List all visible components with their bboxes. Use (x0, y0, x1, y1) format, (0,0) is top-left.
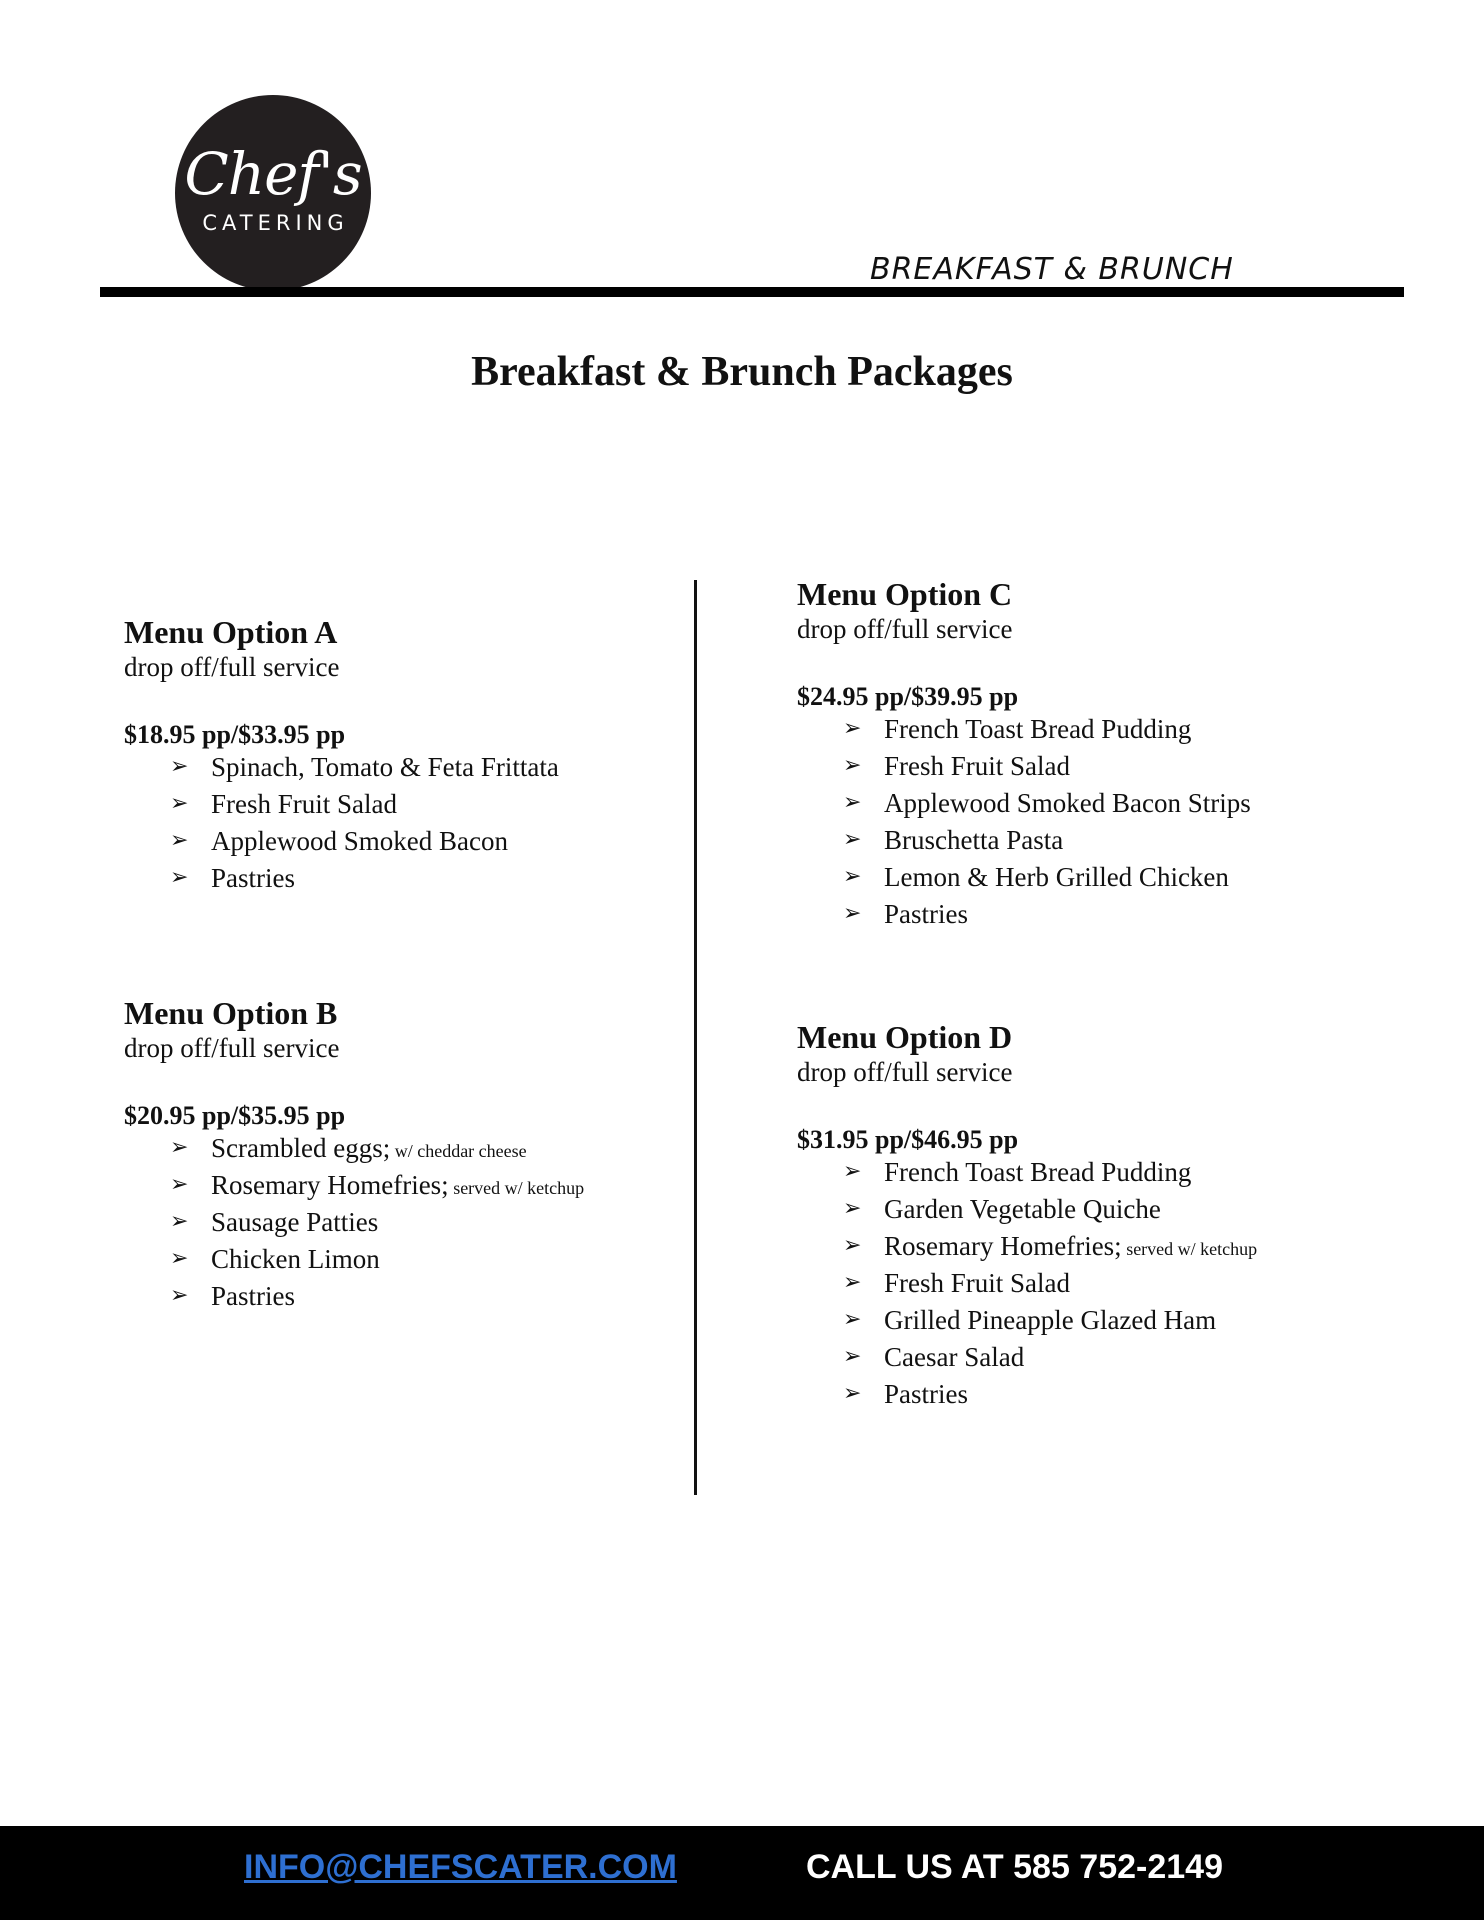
arrow-bullet-icon: ➢ (843, 901, 862, 926)
menu-option-a (124, 612, 684, 898)
arrow-bullet-icon: ➢ (170, 1172, 189, 1197)
menu-item-text: Spinach, Tomato & Feta Frittata (211, 752, 559, 782)
menu-item (170, 1242, 684, 1279)
menu-item-text: Sausage Patties (211, 1207, 379, 1237)
option-service: drop off/full service (797, 1057, 1013, 1087)
arrow-bullet-icon: ➢ (843, 1381, 862, 1406)
arrow-bullet-icon: ➢ (843, 1270, 862, 1295)
arrow-bullet-icon: ➢ (170, 1209, 189, 1234)
menu-item-note: w/ cheddar cheese (390, 1141, 527, 1161)
menu-item-text: Fresh Fruit Salad (884, 1268, 1070, 1298)
email-link[interactable]: INFO@CHEFSCATER.COM (244, 1848, 677, 1886)
menu-item-list (797, 712, 1357, 934)
menu-item-text: Garden Vegetable Quiche (884, 1194, 1161, 1224)
logo-script-text: Chef's (184, 140, 362, 208)
company-logo (175, 95, 371, 291)
option-service: drop off/full service (124, 652, 340, 682)
menu-item-text: Applewood Smoked Bacon Strips (884, 788, 1251, 818)
arrow-bullet-icon: ➢ (170, 828, 189, 853)
footer-bar (0, 1826, 1484, 1920)
arrow-bullet-icon: ➢ (843, 1196, 862, 1221)
menu-item (843, 1303, 1357, 1340)
arrow-bullet-icon: ➢ (843, 1344, 862, 1369)
menu-item (843, 1377, 1357, 1414)
menu-item (170, 1205, 684, 1242)
section-tag: BREAKFAST & BRUNCH (870, 252, 1234, 287)
arrow-bullet-icon: ➢ (170, 865, 189, 890)
arrow-bullet-icon: ➢ (843, 864, 862, 889)
option-title: Menu Option A (124, 614, 338, 650)
menu-item (843, 860, 1357, 897)
arrow-bullet-icon: ➢ (170, 1135, 189, 1160)
arrow-bullet-icon: ➢ (843, 1159, 862, 1184)
arrow-bullet-icon: ➢ (170, 791, 189, 816)
logo-sub-text: CATERING (202, 211, 349, 235)
menu-item (843, 749, 1357, 786)
menu-item-text: Pastries (211, 1281, 295, 1311)
menu-item-text: Bruschetta Pasta (884, 825, 1064, 855)
menu-item-text: Fresh Fruit Salad (884, 751, 1070, 781)
menu-item (843, 823, 1357, 860)
arrow-bullet-icon: ➢ (170, 1246, 189, 1271)
option-price: $24.95 pp/$39.95 pp (797, 682, 1019, 711)
arrow-bullet-icon: ➢ (843, 827, 862, 852)
header-rule (100, 287, 1404, 297)
menu-item-text: Fresh Fruit Salad (211, 789, 397, 819)
menu-item-text: Pastries (211, 863, 295, 893)
menu-item (170, 824, 684, 861)
option-service: drop off/full service (124, 1033, 340, 1063)
menu-item (843, 1155, 1357, 1192)
menu-item-note: served w/ ketchup (1121, 1239, 1258, 1259)
arrow-bullet-icon: ➢ (170, 754, 189, 779)
menu-item-text: Grilled Pineapple Glazed Ham (884, 1305, 1217, 1335)
phone-text: CALL US AT 585 752-2149 (806, 1848, 1223, 1886)
menu-item-list (124, 750, 684, 898)
menu-item (843, 1266, 1357, 1303)
menu-item-note: served w/ ketchup (448, 1178, 585, 1198)
arrow-bullet-icon: ➢ (843, 1233, 862, 1258)
arrow-bullet-icon: ➢ (843, 753, 862, 778)
menu-item (170, 1131, 684, 1168)
menu-option-b (124, 993, 684, 1316)
column-divider (694, 580, 697, 1495)
menu-item (170, 787, 684, 824)
menu-item (170, 861, 684, 898)
option-title: Menu Option D (797, 1019, 1013, 1055)
page-title: Breakfast & Brunch Packages (471, 349, 1013, 395)
menu-item-text: Rosemary Homefries; (884, 1231, 1122, 1261)
menu-option-d (797, 1017, 1357, 1414)
menu-item-text: Scrambled eggs; (211, 1133, 391, 1163)
option-title: Menu Option C (797, 576, 1013, 612)
arrow-bullet-icon: ➢ (843, 716, 862, 741)
arrow-bullet-icon: ➢ (843, 790, 862, 815)
menu-item-text: Pastries (884, 899, 968, 929)
menu-item-text: Chicken Limon (211, 1244, 380, 1274)
option-title: Menu Option B (124, 995, 338, 1031)
menu-item (843, 1192, 1357, 1229)
menu-item (843, 712, 1357, 749)
menu-item (843, 1340, 1357, 1377)
option-price: $18.95 pp/$33.95 pp (124, 720, 346, 749)
menu-item-text: Lemon & Herb Grilled Chicken (884, 862, 1229, 892)
menu-item-text: Rosemary Homefries; (211, 1170, 449, 1200)
menu-item-text: Applewood Smoked Bacon (211, 826, 508, 856)
menu-item-text: Pastries (884, 1379, 968, 1409)
menu-option-c (797, 574, 1357, 934)
option-service: drop off/full service (797, 614, 1013, 644)
menu-item (843, 897, 1357, 934)
arrow-bullet-icon: ➢ (170, 1283, 189, 1308)
option-price: $31.95 pp/$46.95 pp (797, 1125, 1019, 1154)
menu-item-list (124, 1131, 684, 1316)
menu-item (170, 1168, 684, 1205)
menu-item-text: French Toast Bread Pudding (884, 1157, 1192, 1187)
menu-item-text: French Toast Bread Pudding (884, 714, 1192, 744)
menu-item-list (797, 1155, 1357, 1414)
menu-item (843, 786, 1357, 823)
arrow-bullet-icon: ➢ (843, 1307, 862, 1332)
option-price: $20.95 pp/$35.95 pp (124, 1101, 346, 1130)
menu-item (170, 750, 684, 787)
menu-item (843, 1229, 1357, 1266)
menu-item (170, 1279, 684, 1316)
menu-item-text: Caesar Salad (884, 1342, 1025, 1372)
